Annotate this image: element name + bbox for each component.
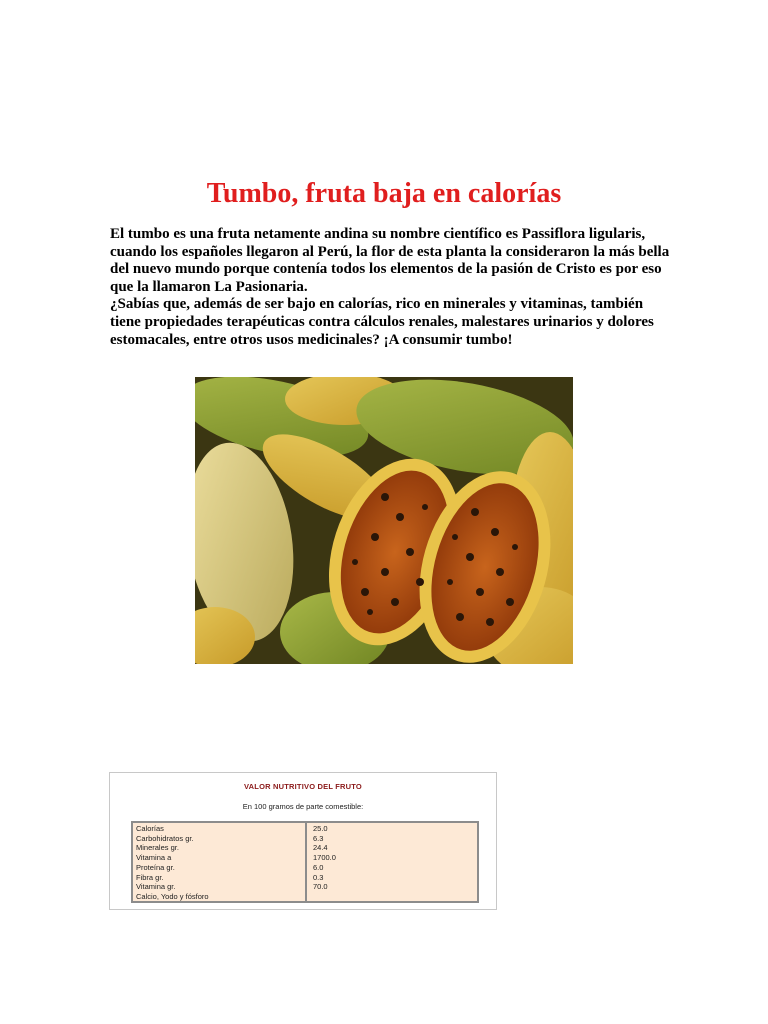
paragraph-intro: El tumbo es una fruta netamente andina su nombre científico es Passiflora ligularis, cuando los españoles llegaron al Perú, la flor de esta planta la consideraron la más bella del nuevo mundo porque contenía todos los elementos de la pasión de Cristo es por eso que la llamaron La Pasionaria. [110,226,670,295]
nutrient-label-column [133,823,307,901]
nutrient-label: Proteína gr. [136,862,175,872]
nutrient-label: Calorías [136,824,164,833]
nutrient-label: Vitamina gr. [136,882,176,892]
page-title: Tumbo, fruta baja en calorías [206,178,562,209]
paragraph-benefits: ¿Sabías que, además de ser bajo en calorías, rico en minerales y vitaminas, también tiene propiedades terapéuticas contra cálculos renales, malestares urinarios y dolores estomacales, entre otros usos medicinales? ¡A consumir tumbo! [110,296,654,348]
nutrition-subheading: En 100 gramos de parte comestible: [242,802,364,811]
nutrient-label: Carbohidratos gr. [136,833,194,843]
nutrient-label: Fibra gr. [136,872,164,882]
tumbo-fruit-illustration [195,377,573,664]
nutrient-value: 25.0 [313,824,328,833]
nutrient-value: 0.3 [313,872,324,882]
nutrient-label: Minerales gr. [136,843,179,853]
nutrient-value: 24.4 [313,843,328,853]
nutrient-label: Calcio, Yodo y fósforo [136,891,209,901]
nutrition-table [131,821,479,903]
nutrient-value: 6.3 [313,833,324,843]
nutrient-value: 1700.0 [313,853,336,863]
nutrient-value: 70.0 [313,882,328,892]
article-body [110,226,670,349]
nutrition-facts-image [109,772,497,910]
nutrition-heading: VALOR NUTRITIVO DEL FRUTO [244,782,362,791]
tumbo-fruit-photo [195,377,573,664]
nutrient-value-column [307,823,477,901]
nutrient-label: Vitamina a [136,853,172,863]
nutrient-value: 6.0 [313,862,324,872]
